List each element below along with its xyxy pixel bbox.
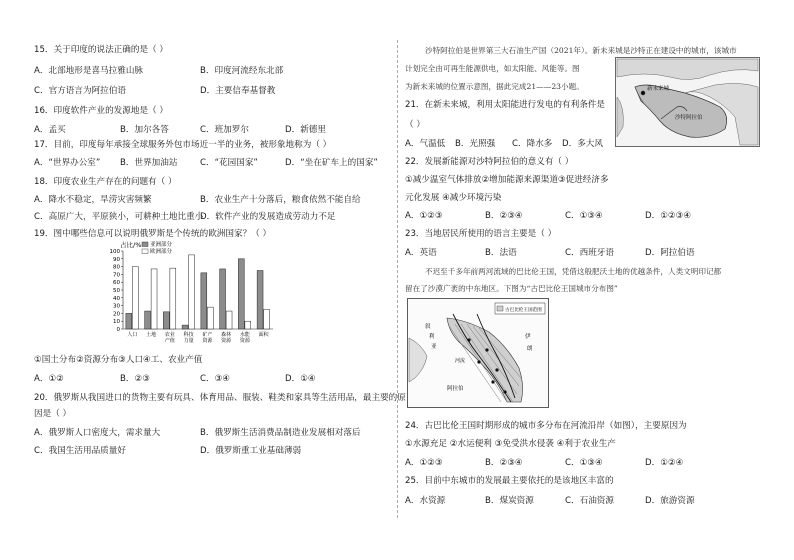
- q21-option-b[interactable]: B．光照强: [455, 139, 496, 149]
- column-divider: [397, 40, 398, 518]
- chart-x-label: 面积: [258, 332, 269, 338]
- q23-option-c[interactable]: C．西班牙语: [565, 248, 614, 258]
- q18-option-a[interactable]: A．降水不稳定，旱涝灾害频繁: [34, 195, 152, 205]
- q17-option-a[interactable]: A．“世界办公室”: [34, 158, 101, 168]
- chart-x-label: 人口: [127, 332, 138, 338]
- q18-option-c[interactable]: C．高原广大，平原狭小，可耕种土地比重小: [34, 212, 204, 222]
- map2-label-1: 叙: [425, 324, 431, 330]
- q16-option-b[interactable]: B．加尔各答: [120, 125, 169, 135]
- legend-swatch: [142, 242, 148, 247]
- chart-y-tick-label: 90: [113, 256, 120, 263]
- babylon-cities-map: [407, 298, 549, 408]
- q16-option-d[interactable]: D．新德里: [285, 125, 326, 135]
- chart-y-tick-label: 30: [113, 303, 120, 310]
- q25-option-c[interactable]: C．石油资源: [565, 496, 614, 506]
- q23-stem: 23．当地居民所使用的语言主要是（ ）: [405, 229, 557, 239]
- chart-y-tick-label: 40: [113, 295, 120, 302]
- bar-asia-6: [238, 259, 244, 329]
- bar-asia-1: [145, 311, 151, 329]
- q18-stem: 18．印度农业生产存在的问题有（ ）: [34, 177, 177, 187]
- q20-stem-line2: 因是（ ）: [34, 409, 72, 419]
- chart-y-tick-label: 50: [113, 288, 120, 294]
- legend-label: 欧洲部分: [150, 249, 173, 255]
- map2-label-4: 伊: [525, 334, 531, 340]
- q19-option-a[interactable]: A．①②: [34, 374, 64, 384]
- q20-option-a[interactable]: A．俄罗斯人口密度大，需求量大: [34, 428, 161, 438]
- chart-y-tick-label: 80: [113, 264, 120, 271]
- q21-option-a[interactable]: A．气温低: [405, 139, 446, 149]
- q22-statements-line2: 元化发展 ④减少环境污染: [405, 193, 502, 203]
- babylon-intro-line2: 留在了沙漠广袤的中东地区。下图为“古巴比伦王国城市分布图”: [405, 284, 618, 293]
- q21-stem: 21．在新未来城，利用太阳能进行发电的有利条件是: [405, 100, 605, 110]
- q17-stem: 17．目前，印度每年承接全球服务外包市场近一半的业务，被形象地称为（ ）: [34, 140, 332, 150]
- q23-option-b[interactable]: B．法语: [485, 248, 517, 258]
- q21-option-d[interactable]: D．多大风: [562, 139, 603, 149]
- q15-stem: 15．关于印度的说法正确的是（ ）: [34, 45, 168, 55]
- q19-stem: 19．图中哪些信息可以说明俄罗斯是个传统的欧洲国家？（ ）: [34, 229, 272, 239]
- map2-label-6: 阿拉伯: [447, 386, 464, 392]
- chart-x-label: 资源: [202, 338, 213, 344]
- q25-option-d[interactable]: D．旅游资源: [645, 496, 695, 506]
- q20-option-d[interactable]: D．俄罗斯重工业基础薄弱: [200, 446, 302, 456]
- q16-option-a[interactable]: A．孟买: [34, 125, 66, 135]
- map2-legend-swatch: [497, 306, 503, 311]
- bar-europe-3: [189, 255, 195, 329]
- russia-distribution-bar-chart: [98, 240, 278, 350]
- chart-x-label: 资源: [221, 338, 232, 344]
- q25-stem: 25．目前中东城市的发展最主要依托的是该地区丰富的: [405, 476, 614, 486]
- chart-x-label: 产值: [164, 338, 175, 344]
- q24-option-b[interactable]: B．②③④: [485, 458, 523, 468]
- q24-option-c[interactable]: C．①③④: [565, 458, 603, 468]
- bar-asia-4: [201, 273, 207, 329]
- q19-option-b[interactable]: B．②③: [120, 374, 150, 384]
- bar-asia-5: [220, 269, 226, 329]
- q22-statements-line1: ①减少温室气体排放②增加能源来源渠道③促进经济多: [405, 175, 609, 185]
- q24-statements: ①水源充足 ②水运便利 ③免受洪水侵袭 ④利于农业生产: [405, 439, 616, 449]
- bar-asia-0: [126, 313, 132, 329]
- chart-x-label: 森林: [221, 332, 232, 338]
- chart-x-label: 农业: [164, 332, 175, 338]
- bar-europe-1: [151, 269, 157, 329]
- bar-asia-2: [163, 312, 169, 329]
- q21-option-c[interactable]: C．降水多: [512, 139, 553, 149]
- bar-europe-6: [245, 321, 251, 329]
- q23-option-a[interactable]: A．英语: [405, 248, 437, 258]
- q15-option-b[interactable]: B．印度河流经东北部: [200, 66, 284, 76]
- saudi-intro-line3: 为新未来城的位置示意图，据此完成21——23小题。: [405, 82, 584, 91]
- chart-x-label: 力量: [183, 338, 194, 344]
- chart-y-tick-label: 10: [113, 319, 120, 326]
- q20-option-b[interactable]: B．俄罗斯生活消费品制造业发展相对落后: [200, 428, 361, 438]
- q18-option-b[interactable]: B．农业生产十分落后，粮食依然不能自给: [200, 195, 361, 205]
- q15-option-d[interactable]: D．主要信奉基督教: [200, 86, 276, 96]
- legend-label: 亚洲部分: [150, 242, 173, 248]
- chart-y-tick-label: 0: [116, 327, 120, 333]
- q16-option-c[interactable]: C．班加罗尔: [200, 125, 249, 135]
- neom-location-icon: [641, 91, 645, 95]
- q22-option-d[interactable]: D．①②③④: [645, 211, 692, 221]
- q25-option-b[interactable]: B．煤炭资源: [485, 496, 534, 506]
- map2-label-7: 河流: [455, 358, 466, 364]
- q22-option-b[interactable]: B．②③④: [485, 211, 523, 221]
- bar-asia-3: [182, 325, 188, 329]
- q24-option-a[interactable]: A．①②③: [405, 458, 443, 468]
- q17-option-c[interactable]: C．“花园国家”: [200, 158, 258, 168]
- q15-option-c[interactable]: C．官方语言为阿拉伯语: [34, 86, 126, 96]
- map1-label-saudi: 沙特阿拉伯: [675, 115, 703, 121]
- q15-option-a[interactable]: A．北部地形是喜马拉雅山脉: [34, 66, 144, 76]
- bar-europe-7: [264, 310, 270, 330]
- chart-x-label: 水能: [239, 332, 250, 338]
- bar-europe-0: [132, 267, 138, 329]
- q20-option-c[interactable]: C．我国生活用品质量好: [34, 446, 126, 456]
- map2-label-3: 亚: [431, 344, 437, 350]
- q17-option-b[interactable]: B．世界加油站: [120, 158, 178, 168]
- saudi-intro-line1: 沙特阿拉伯是世界第三大石油生产国（2021年）。新未来城是沙特正在建设中的城市，该城市: [425, 46, 737, 55]
- bar-europe-5: [226, 311, 232, 329]
- chart-y-tick-label: 60: [113, 280, 120, 287]
- chart-x-label: 科技: [183, 332, 194, 338]
- q16-stem: 16．印度软件产业的发源地是（ ）: [34, 106, 168, 116]
- map2-label-2: 利: [429, 334, 435, 340]
- saudi-intro-line2: 计划完全由可再生能源供电，如太阳能、风能等。图: [405, 64, 580, 73]
- q20-stem-line1: 20．俄罗斯从我国进口的货物主要有玩具、体育用品、服装、鞋类和家具等生活用品，最主要的原: [34, 393, 406, 403]
- chart-y-tick-label: 100: [109, 249, 120, 255]
- bar-europe-2: [170, 268, 176, 329]
- q24-option-d[interactable]: D．①②④: [645, 458, 684, 468]
- chart-y-label: 占比/%: [120, 241, 142, 249]
- chart-y-tick-label: 20: [113, 311, 120, 318]
- bar-europe-4: [207, 307, 213, 329]
- q25-option-a[interactable]: A．水资源: [405, 496, 446, 506]
- q23-option-d[interactable]: D．阿拉伯语: [645, 248, 695, 258]
- neom-location-map: [615, 57, 760, 147]
- q22-stem: 22．发展新能源对沙特阿拉伯的意义有（ ）: [405, 157, 574, 167]
- q19-statements: ①国土分布②资源分布③人口④工、农业产值: [34, 355, 203, 365]
- q19-option-d[interactable]: D．①④: [285, 374, 316, 384]
- chart-y-tick-label: 70: [113, 272, 120, 279]
- legend-swatch: [142, 249, 148, 254]
- chart-x-label: 资源: [239, 338, 250, 344]
- q22-option-c[interactable]: C．①③④: [565, 211, 603, 221]
- chart-x-label: 矿产: [202, 332, 213, 338]
- bar-asia-7: [257, 271, 263, 330]
- q22-option-a[interactable]: A．①②③: [405, 211, 443, 221]
- babylon-intro-line1: 不迟至千多年前两河流域的巴比伦王国，凭借这般肥沃土地的优越条件，人类文明印记都: [425, 267, 722, 276]
- map2-legend-label: 古巴比伦王国范围: [505, 308, 542, 313]
- q17-option-d[interactable]: D．“坐在矿车上的国家”: [285, 158, 378, 168]
- map2-label-5: 朗: [527, 346, 533, 352]
- q19-option-c[interactable]: C．③④: [200, 374, 231, 384]
- map1-label-neom: 新未来城: [647, 86, 670, 92]
- q21-paren: （ ）: [405, 120, 425, 130]
- chart-x-label: 土地: [146, 332, 157, 338]
- q18-option-d[interactable]: D．软件产业的发展造成劳动力不足: [200, 212, 336, 222]
- q24-stem: 24．古巴比伦王国时期形成的城市多分布在河流沿岸（如图），主要原因为: [405, 421, 687, 431]
